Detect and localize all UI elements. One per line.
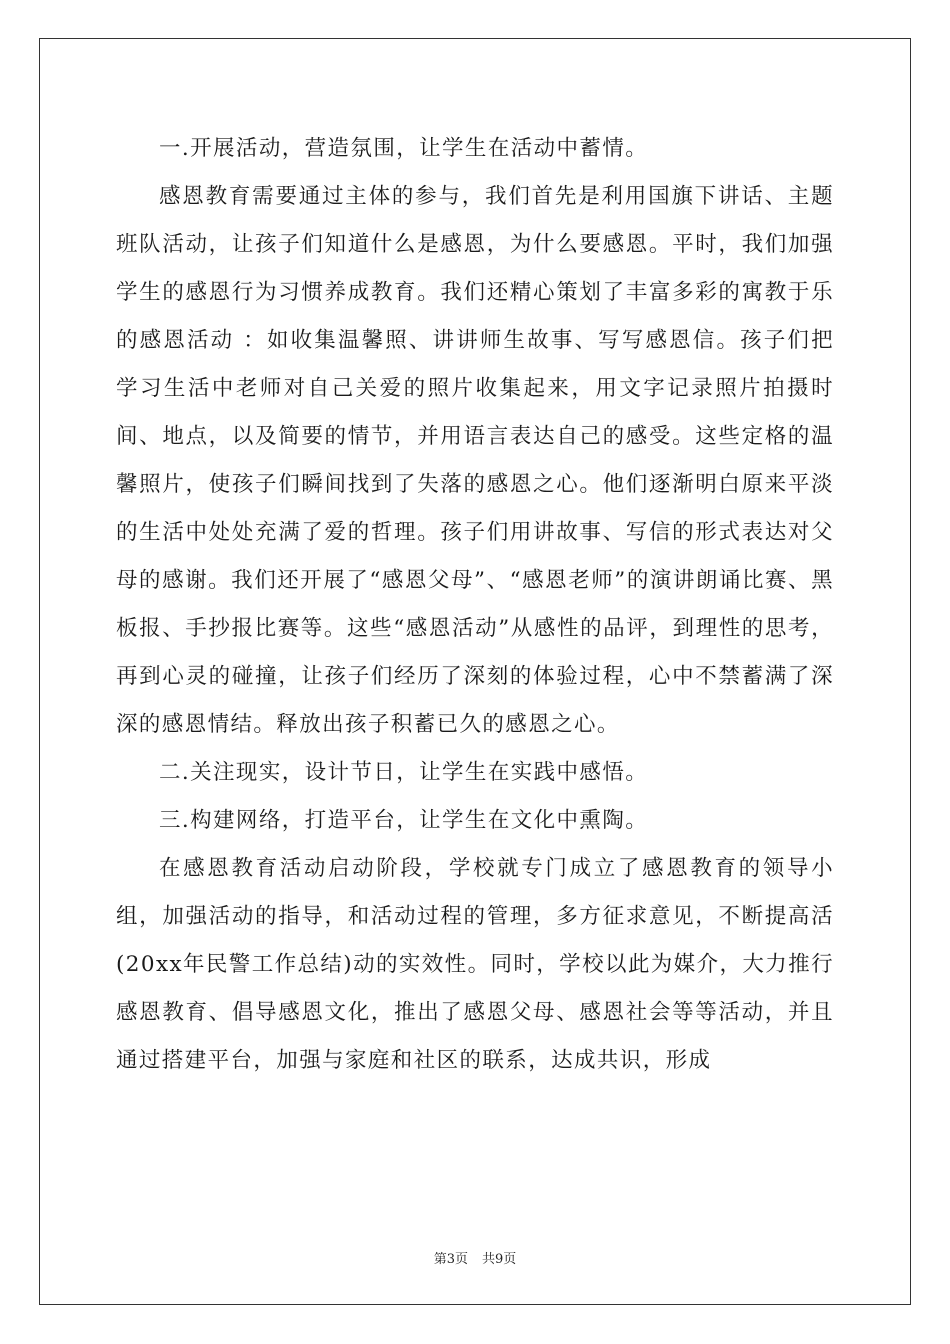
section-heading-3: 三.构建网络，打造平台，让学生在文化中熏陶。	[159, 808, 649, 833]
page-number: 第3页	[433, 1252, 468, 1267]
page-total: 共9页	[482, 1252, 517, 1267]
section-heading-1: 一.开展活动，营造氛围，让学生在活动中蓄情。	[159, 136, 649, 161]
body-paragraph-1: 感恩教育需要通过主体的参与，我们首先是利用国旗下讲话、主题班队活动，让孩子们知道什么是感恩，为什么要感恩。平时，我们加强学生的感恩行为习惯养成教育。我们还精心策划了丰富多彩的寓教于乐的感恩活动 ：如收集温馨照、讲讲师生故事、写写感恩信。孩子们把学习生活中老师对自己关爱的照片收集起来，用文字记录照片拍摄时间、地点，以及简要的情节，并用语言表达自己的感受。这些定格的温馨照片，使孩子们瞬间找到了失落的感恩之心。他们逐渐明白原来平淡的生活中处处充满了爱的哲理。孩子们用讲故事、写信的形式表达对父母的感谢。我们还开展了“感恩父母”、“感恩老师”的演讲朗诵比赛、黑板报、手抄报比赛等。这些“感恩活动”从感性的品评，到理性的思考，再到心灵的碰撞，让孩子们经历了深刻的体验过程，心中不禁蓄满了深深的感恩情结。释放出孩子积蓄已久的感恩之心。	[116, 184, 834, 737]
document-body	[116, 125, 834, 1085]
page-footer	[0, 1248, 950, 1267]
body-paragraph-2: 在感恩教育活动启动阶段，学校就专门成立了感恩教育的领导小组，加强活动的指导，和活动过程的管理，多方征求意见，不断提高活(20xx年民警工作总结)动的实效性。同时，学校以此为媒介，大力推行感恩教育、倡导感恩文化，推出了感恩父母、感恩社会等等活动，并且通过搭建平台，加强与家庭和社区的联系，达成共识，形成	[116, 856, 834, 1073]
section-heading-2: 二.关注现实，设计节日，让学生在实践中感悟。	[159, 760, 649, 785]
